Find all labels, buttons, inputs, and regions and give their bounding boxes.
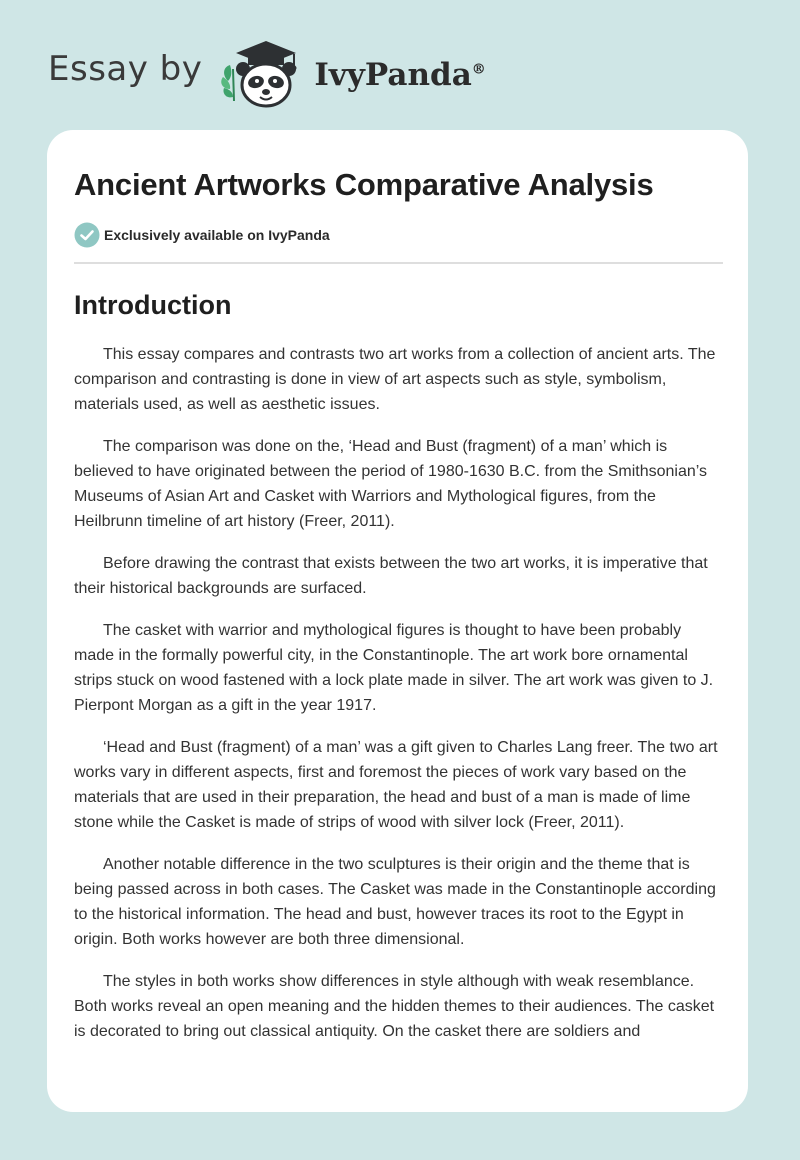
paragraph: ‘Head and Bust (fragment) of a man’ was a gift given to Charles Lang freer. The two art works vary in different aspects, first and foremost the pieces of work vary based on the materials that are used in their preparation, the head and bust of a man is made of lime stone while the Casket is made of strips of wood with silver lock (Freer, 2011). <box>74 739 718 831</box>
essay-body <box>74 342 724 1044</box>
exclusive-label: Exclusively available on IvyPanda <box>104 227 330 243</box>
brand-prefix: Essay by <box>48 49 203 89</box>
paragraph: Before drawing the contrast that exists between the two art works, it is imperative that their historical backgrounds are surfaced. <box>74 555 708 597</box>
panda-graduate-logo-icon <box>216 35 308 111</box>
paragraph: The styles in both works show differences in style although with weak resemblance. Both works reveal an open meaning and the hidden themes to their audiences. The casket is decorated to bring out classical antiquity. On the casket there are soldiers and <box>74 973 715 1040</box>
registered-mark: ® <box>471 61 486 78</box>
exclusive-badge <box>74 222 724 248</box>
essay-card <box>47 130 748 1112</box>
paragraph: The comparison was done on the, ‘Head and Bust (fragment) of a man’ which is believed to have originated between the period of 1980-1630 B.C. from the Smithsonian’s Museums of Asian Art and Casket with Warriors and Mythological figures, from the Heilbrunn timeline of art history (Freer, 2011). <box>74 438 707 530</box>
essay-content <box>74 166 724 1061</box>
divider <box>74 262 723 264</box>
check-circle-icon <box>74 222 100 248</box>
paragraph: This essay compares and contrasts two art works from a collection of ancient arts. The comparison and contrasting is done in view of art aspects such as style, symbolism, materials used, as well as aesthetic issues. <box>74 346 716 413</box>
paragraph: The casket with warrior and mythological figures is thought to have been probably made in the formally powerful city, in the Constantinople. The art work bore ornamental strips stuck on wood fastened with a lock plate made in silver. The art work was given to J. Pierpont Morgan as a gift in the year 1917. <box>74 622 714 714</box>
page-title: Ancient Artworks Comparative Analysis <box>74 167 654 202</box>
section-heading: Introduction <box>74 290 232 320</box>
paragraph: Another notable difference in the two sculptures is their origin and the theme that is being passed across in both cases. The Casket was made in the Constantinople according to the historical information. The head and bust, however traces its root to the Egypt in origin. Both works however are both three dimensional. <box>74 856 716 948</box>
brand-name: IvyPanda® <box>314 57 486 93</box>
brand-header[interactable] <box>48 34 486 112</box>
